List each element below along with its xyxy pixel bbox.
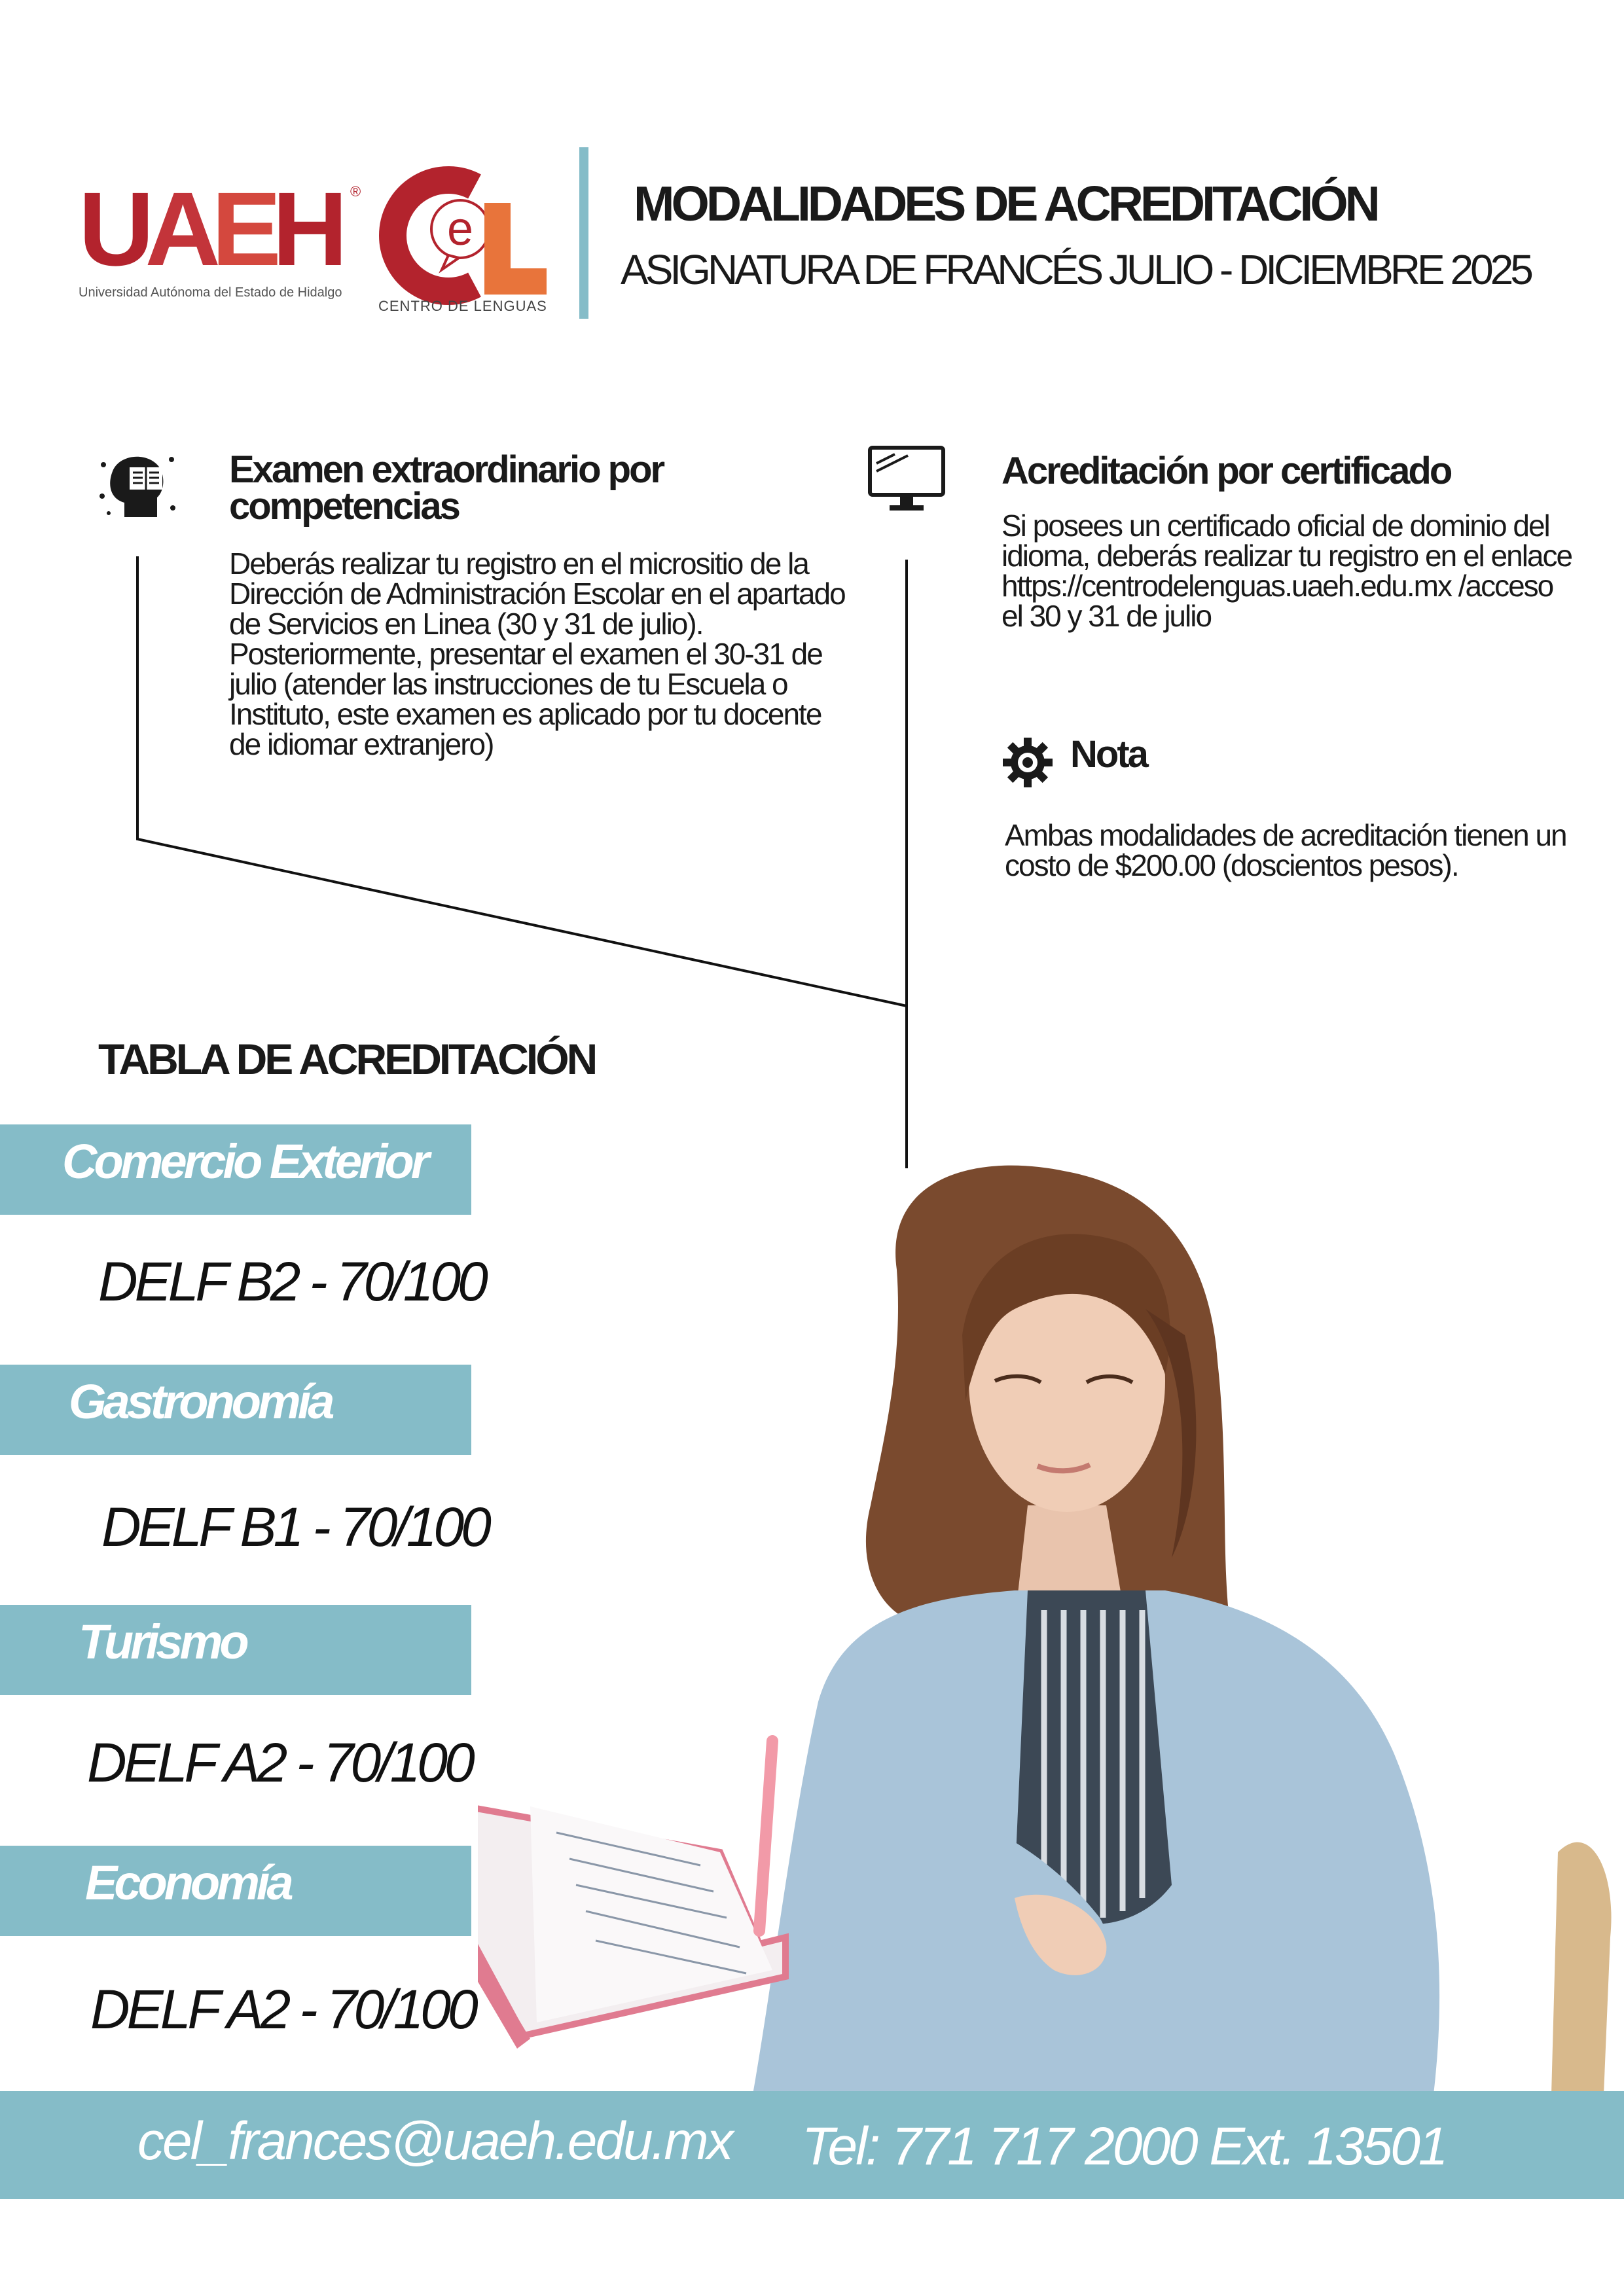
requirement-value: DELF B2 - 70/100 bbox=[98, 1251, 485, 1312]
head-book-icon bbox=[98, 445, 177, 524]
exam-title: Examen extraordinario por competencias bbox=[229, 448, 664, 528]
exam-description: Deberás realizar tu registro en el micrositio de la Dirección de Administración Escolar en el apartado de Servicios en Linea (30 y 31 de julio). Posteriormente, presentar el examen el 30-31 de julio (atender las instrucciones de tu Escuela o Instituto, este examen es aplicado por tu docente de idiomar extranjero) bbox=[229, 547, 845, 761]
requirement-value: DELF B1 - 70/100 bbox=[101, 1496, 488, 1558]
cel-letter: e bbox=[446, 203, 474, 255]
registered-mark: ® bbox=[350, 183, 361, 200]
note-description: Ambas modalidades de acreditación tienen un costo de $200.00 (doscientos pesos). bbox=[1005, 818, 1566, 882]
uaeh-letter: E bbox=[211, 170, 272, 287]
uaeh-letter: U bbox=[79, 170, 145, 287]
page-subtitle: ASIGNATURA DE FRANCÉS JULIO - DICIEMBRE 2025 bbox=[621, 246, 1530, 293]
page-title: MODALIDADES DE ACREDITACIÓN bbox=[634, 176, 1377, 231]
student-reading-photo bbox=[478, 1165, 1624, 2094]
gear-icon bbox=[1001, 736, 1054, 789]
certificate-description: Si posees un certificado oficial de dominio del idioma, deberás realizar tu registro en el enlace https://centrodelenguas.uaeh.edu.mx /acceso el 30 y 31 de julio bbox=[1001, 509, 1572, 633]
contact-phone: Tel: 771 717 2000 Ext. 13501 bbox=[802, 2117, 1447, 2176]
note-title: Nota bbox=[1070, 733, 1147, 776]
program-label: Gastronomía bbox=[69, 1374, 332, 1429]
program-label: Comercio Exterior bbox=[62, 1134, 427, 1189]
requirement-value: DELF A2 - 70/100 bbox=[87, 1732, 472, 1793]
certificate-title: Acreditación por certificado bbox=[1001, 450, 1451, 492]
program-label: Turismo bbox=[79, 1615, 246, 1669]
cel-subtitle: CENTRO DE LENGUAS bbox=[378, 298, 547, 314]
footer-bar bbox=[0, 2091, 1624, 2199]
table-title: TABLA DE ACREDITACIÓN bbox=[98, 1035, 596, 1083]
uaeh-letter: A bbox=[145, 170, 212, 287]
requirement-value: DELF A2 - 70/100 bbox=[90, 1979, 475, 2040]
monitor-icon bbox=[867, 445, 946, 514]
program-label: Economía bbox=[85, 1856, 291, 1910]
uaeh-subtitle: Universidad Autónoma del Estado de Hidalgo bbox=[79, 285, 342, 300]
uaeh-letter: H bbox=[272, 170, 339, 287]
contact-email[interactable]: cel_frances@uaeh.edu.mx bbox=[137, 2111, 732, 2171]
